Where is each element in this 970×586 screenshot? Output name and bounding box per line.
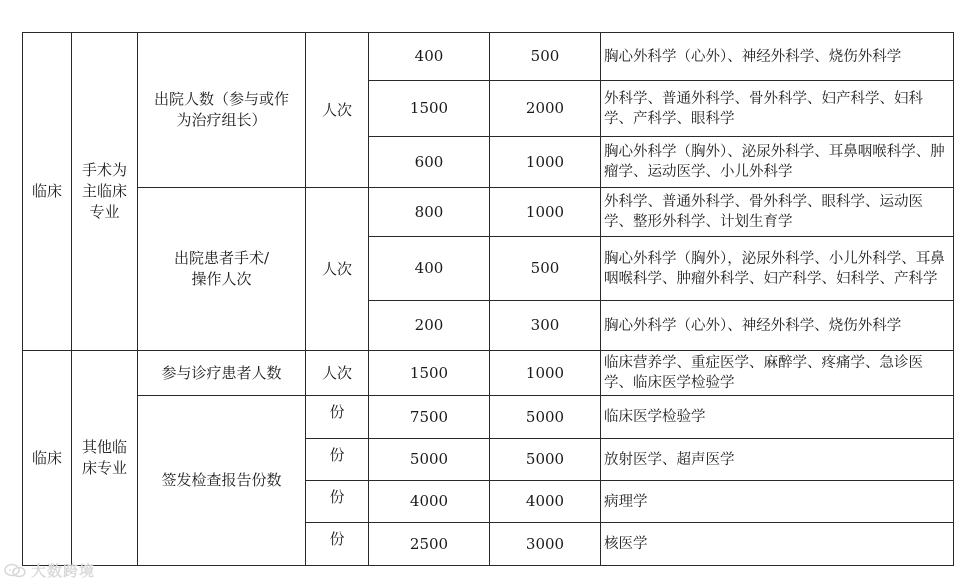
chat-bubbles-icon <box>4 563 26 579</box>
table-row <box>23 33 954 81</box>
metric-cell: 参与诊疗患者人数 <box>138 351 306 396</box>
value-cell: 3000 <box>490 523 601 566</box>
metric-cell: 出院人数（参与或作为治疗组长） <box>138 33 306 188</box>
dept-cell: 临床医学检验学 <box>601 396 954 439</box>
value-cell: 4000 <box>490 481 601 523</box>
value-cell: 300 <box>490 301 601 351</box>
value-cell: 5000 <box>369 439 490 481</box>
dept-cell: 放射医学、超声医学 <box>601 439 954 481</box>
specialty-cell: 其他临床专业 <box>72 351 138 566</box>
dept-cell: 外科学、普通外科学、骨外科学、妇产科学、妇科学、产科学、眼科学 <box>601 81 954 137</box>
value-cell: 400 <box>369 237 490 301</box>
value-cell: 600 <box>369 137 490 188</box>
unit-cell: 份 <box>306 439 369 481</box>
dept-cell: 胸心外科学（心外）、神经外科学、烧伤外科学 <box>601 301 954 351</box>
value-cell: 500 <box>490 33 601 81</box>
watermark <box>4 560 95 581</box>
value-cell: 1500 <box>369 81 490 137</box>
table-row <box>23 188 954 237</box>
dept-cell: 胸心外科学（胸外）、泌尿外科学、耳鼻咽喉科学、肿瘤学、运动医学、小儿外科学 <box>601 137 954 188</box>
value-cell: 500 <box>490 237 601 301</box>
unit-cell: 份 <box>306 481 369 523</box>
dept-cell: 临床营养学、重症医学、麻醉学、疼痛学、急诊医学、临床医学检验学 <box>601 351 954 396</box>
value-cell: 5000 <box>490 439 601 481</box>
value-cell: 7500 <box>369 396 490 439</box>
value-cell: 1500 <box>369 351 490 396</box>
unit-cell: 份 <box>306 523 369 566</box>
dept-cell: 外科学、普通外科学、骨外科学、眼科学、运动医学、整形外科学、计划生育学 <box>601 188 954 237</box>
value-cell: 1000 <box>490 351 601 396</box>
specialty-cell: 手术为主临床专业 <box>72 33 138 351</box>
dept-cell: 病理学 <box>601 481 954 523</box>
unit-cell: 人次 <box>306 188 369 351</box>
value-cell: 1000 <box>490 137 601 188</box>
metric-cell: 出院患者手术/操作人次 <box>138 188 306 351</box>
dept-cell: 胸心外科学（胸外），泌尿外科学、小儿外科学、耳鼻咽喉科学、肿瘤外科学、妇产科学、妇科学、产科学 <box>601 237 954 301</box>
unit-cell: 人次 <box>306 33 369 188</box>
value-cell: 5000 <box>490 396 601 439</box>
value-cell: 1000 <box>490 188 601 237</box>
dept-cell: 胸心外科学（心外）、神经外科学、烧伤外科学 <box>601 33 954 81</box>
value-cell: 200 <box>369 301 490 351</box>
table-row <box>23 396 954 439</box>
value-cell: 2500 <box>369 523 490 566</box>
category-cell: 临床 <box>23 33 72 351</box>
requirements-table <box>22 32 954 566</box>
dept-cell: 核医学 <box>601 523 954 566</box>
unit-cell: 人次 <box>306 351 369 396</box>
metric-cell: 签发检查报告份数 <box>138 396 306 566</box>
value-cell: 800 <box>369 188 490 237</box>
value-cell: 400 <box>369 33 490 81</box>
value-cell: 4000 <box>369 481 490 523</box>
watermark-text: 大数跨境 <box>31 562 96 580</box>
value-cell: 2000 <box>490 81 601 137</box>
category-cell: 临床 <box>23 351 72 566</box>
unit-cell: 份 <box>306 396 369 439</box>
table-row <box>23 351 954 396</box>
